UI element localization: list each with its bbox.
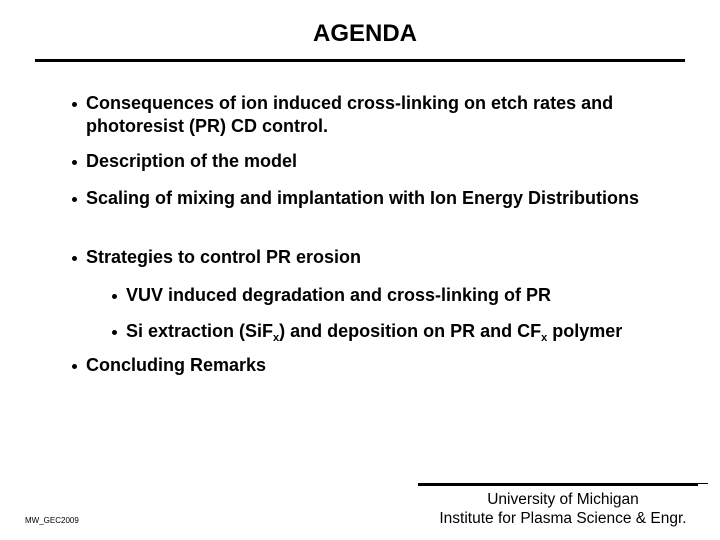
agenda-item-4: [72, 246, 692, 269]
agenda-subitem-2: [112, 320, 712, 343]
agenda-item-text: VUV induced degradation and cross-linking of PR: [126, 285, 552, 305]
text-part: polymer: [547, 321, 623, 341]
subscript-part: x: [541, 332, 548, 344]
footer-divider-cap: [698, 483, 708, 484]
footer-divider: [418, 483, 698, 486]
subscript-part: x: [273, 332, 280, 344]
bullet-icon: [72, 256, 77, 261]
text-part: F: [262, 321, 274, 341]
slide-title: AGENDA: [312, 20, 417, 47]
agenda-item-text: Scaling of mixing and implantation with Ion Energy Distributions: [86, 188, 640, 208]
agenda-item-text: Concluding Remarks: [86, 355, 267, 375]
footer-affiliation: [418, 490, 708, 528]
agenda-item-text: Strategies to control PR erosion: [86, 247, 362, 267]
bullet-icon: [112, 294, 117, 299]
agenda-item-5: [72, 354, 692, 377]
agenda-item-1: [72, 92, 692, 138]
footer-code: MW_GEC2009: [25, 516, 79, 525]
affiliation-line-2: Institute for Plasma Science & Engr.: [439, 510, 687, 527]
bullet-icon: [72, 364, 77, 369]
bullet-icon: [112, 330, 117, 335]
text-part: ) and deposition on PR and CF: [279, 321, 542, 341]
agenda-item-text: Consequences of ion induced cross-linking on etch rates and photoresist (PR) CD control.: [86, 93, 614, 136]
agenda-item-3: [72, 187, 692, 210]
agenda-item-2: [72, 150, 692, 173]
agenda-subitem-1: [112, 284, 712, 307]
affiliation-line-1: University of Michigan: [487, 491, 639, 508]
agenda-item-text: Description of the model: [86, 151, 298, 171]
agenda-item-text: [126, 320, 712, 343]
bullet-icon: [72, 102, 77, 107]
bullet-icon: [72, 197, 77, 202]
text-part: Si extraction (Si: [126, 321, 263, 341]
bullet-icon: [72, 160, 77, 165]
